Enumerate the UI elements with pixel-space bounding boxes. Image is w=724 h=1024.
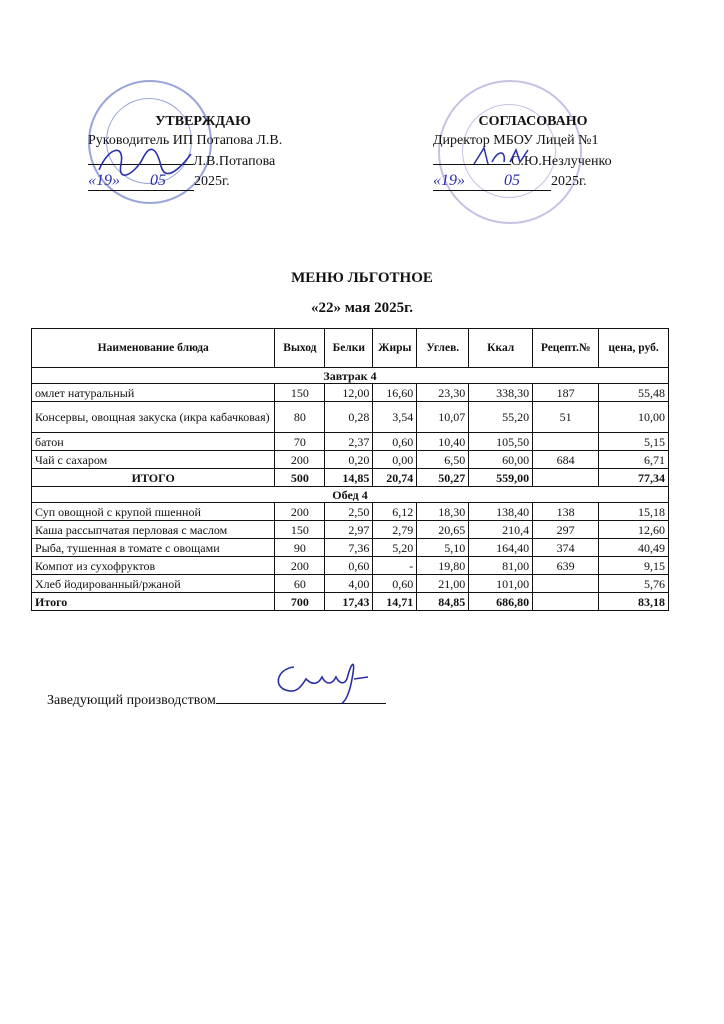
table-cell: 101,00 (469, 575, 533, 593)
table-cell: 5,15 (599, 433, 669, 451)
table-cell (533, 575, 599, 593)
table-cell: 60,00 (469, 451, 533, 469)
table-cell: Чай с сахаром (32, 451, 275, 469)
table-header-row (32, 329, 669, 368)
approval-left-name: Л.В.Потапова (88, 150, 328, 171)
date-year: 2025г. (194, 174, 230, 189)
table-cell: - (373, 557, 417, 575)
table-cell: 700 (275, 593, 325, 611)
table-cell: 17,43 (325, 593, 373, 611)
table-cell: 200 (275, 451, 325, 469)
table-cell: 0,60 (373, 433, 417, 451)
approval-right-date (433, 171, 653, 191)
table-cell (533, 433, 599, 451)
table-cell: 5,10 (417, 539, 469, 557)
menu-date: «22» мая 2025г. (310, 300, 414, 316)
table-cell: 5,76 (599, 575, 669, 593)
signature-footer (268, 655, 378, 705)
approval-right (433, 112, 653, 191)
table-row (32, 384, 669, 402)
table-cell: 0,28 (325, 402, 373, 433)
table-cell: 83,18 (599, 593, 669, 611)
table-cell (533, 593, 599, 611)
table-cell: 40,49 (599, 539, 669, 557)
table-cell: 70 (275, 433, 325, 451)
table-cell: 684 (533, 451, 599, 469)
table-cell: 0,60 (373, 575, 417, 593)
table-cell: 105,50 (469, 433, 533, 451)
table-cell: 19,80 (417, 557, 469, 575)
table-cell: 9,15 (599, 557, 669, 575)
table-cell: 4,00 (325, 575, 373, 593)
column-header: Ккал (469, 329, 533, 368)
table-cell: 2,37 (325, 433, 373, 451)
table-cell: 60 (275, 575, 325, 593)
column-header: Белки (325, 329, 373, 368)
table-cell: 20,65 (417, 521, 469, 539)
table-cell: 0,20 (325, 451, 373, 469)
date-day: «19» (88, 172, 120, 189)
table-cell: 200 (275, 503, 325, 521)
table-cell: 50,27 (417, 469, 469, 487)
table-cell: 2,79 (373, 521, 417, 539)
table-cell: 0,00 (373, 451, 417, 469)
section-title: Завтрак 4 (32, 368, 669, 384)
table-cell: 90 (275, 539, 325, 557)
table-cell: Компот из сухофруктов (32, 557, 275, 575)
date-month: 05 (122, 171, 194, 191)
table-row (32, 433, 669, 451)
table-cell: 55,48 (599, 384, 669, 402)
approval-right-heading: СОГЛАСОВАНО (478, 114, 588, 129)
column-header: Жиры (373, 329, 417, 368)
table-cell: 686,80 (469, 593, 533, 611)
column-header: Выход (275, 329, 325, 368)
table-cell: 200 (275, 557, 325, 575)
table-cell: 150 (275, 384, 325, 402)
table-cell: Консервы, овощная закуска (икра кабачковая) (32, 402, 275, 433)
table-cell: 16,60 (373, 384, 417, 402)
signature-left (95, 140, 205, 180)
table-cell: 2,97 (325, 521, 373, 539)
total-row (32, 593, 669, 611)
table-cell: 6,12 (373, 503, 417, 521)
section-row (32, 487, 669, 503)
table-row (32, 503, 669, 521)
approval-left-position: Руководитель ИП Потапова Л.В. (88, 133, 283, 148)
approval-right-position: Директор МБОУ Лицей №1 (433, 133, 599, 148)
date-day: «19» (433, 171, 473, 191)
table-cell: 3,54 (373, 402, 417, 433)
table-cell: 14,71 (373, 593, 417, 611)
table-cell: 338,30 (469, 384, 533, 402)
table-cell: 210,4 (469, 521, 533, 539)
table-row (32, 451, 669, 469)
section-row (32, 368, 669, 384)
table-cell: 10,07 (417, 402, 469, 433)
section-title: Обед 4 (32, 487, 669, 503)
table-cell: Каша рассыпчатая перловая с маслом (32, 521, 275, 539)
table-cell: 14,85 (325, 469, 373, 487)
total-row (32, 469, 669, 487)
table-cell: 77,34 (599, 469, 669, 487)
table-row (32, 521, 669, 539)
table-cell: 15,18 (599, 503, 669, 521)
table-cell: 500 (275, 469, 325, 487)
table-cell: 81,00 (469, 557, 533, 575)
table-cell: Рыба, тушенная в томате с овощами (32, 539, 275, 557)
table-cell: 187 (533, 384, 599, 402)
table-cell: 138 (533, 503, 599, 521)
table-cell: 80 (275, 402, 325, 433)
table-cell: 7,36 (325, 539, 373, 557)
table-cell: 5,20 (373, 539, 417, 557)
table-cell: 12,00 (325, 384, 373, 402)
column-header: Наименование блюда (32, 329, 275, 368)
page-title: МЕНЮ ЛЬГОТНОЕ (291, 270, 433, 286)
table-cell: 10,40 (417, 433, 469, 451)
table-row (32, 575, 669, 593)
table-cell: 20,74 (373, 469, 417, 487)
footer-label: Заведующий производством (47, 693, 216, 708)
table-row (32, 557, 669, 575)
table-cell: 297 (533, 521, 599, 539)
table-cell: 2,50 (325, 503, 373, 521)
table-cell: 51 (533, 402, 599, 433)
table-row (32, 539, 669, 557)
date-year: 2025г. (551, 174, 587, 189)
table-cell: омлет натуральный (32, 384, 275, 402)
table-cell: 164,40 (469, 539, 533, 557)
table-cell: 0,60 (325, 557, 373, 575)
table-cell: 6,50 (417, 451, 469, 469)
table-cell: 150 (275, 521, 325, 539)
table-cell (533, 469, 599, 487)
table-cell: 374 (533, 539, 599, 557)
table-cell: 559,00 (469, 469, 533, 487)
table-cell: Итого (32, 593, 275, 611)
table-cell: 23,30 (417, 384, 469, 402)
table-cell: 6,71 (599, 451, 669, 469)
signature-right (470, 142, 540, 172)
table-cell: Суп овощной с крупой пшенной (32, 503, 275, 521)
menu-table (31, 328, 669, 611)
date-month: 05 (473, 171, 551, 191)
table-cell: 138,40 (469, 503, 533, 521)
table-cell: Хлеб йодированный/ржаной (32, 575, 275, 593)
column-header: цена, руб. (599, 329, 669, 368)
column-header: Рецепт.№ (533, 329, 599, 368)
approval-left-heading: УТВЕРЖДАЮ (155, 114, 251, 129)
column-header: Углев. (417, 329, 469, 368)
table-cell: 21,00 (417, 575, 469, 593)
table-cell: 18,30 (417, 503, 469, 521)
table-cell: 55,20 (469, 402, 533, 433)
table-cell: 639 (533, 557, 599, 575)
table-cell: ИТОГО (32, 469, 275, 487)
table-cell: 84,85 (417, 593, 469, 611)
table-cell: батон (32, 433, 275, 451)
table-row (32, 402, 669, 433)
approval-right-name: С.Ю.Незлученко (433, 150, 653, 171)
table-cell: 12,60 (599, 521, 669, 539)
table-cell: 10,00 (599, 402, 669, 433)
